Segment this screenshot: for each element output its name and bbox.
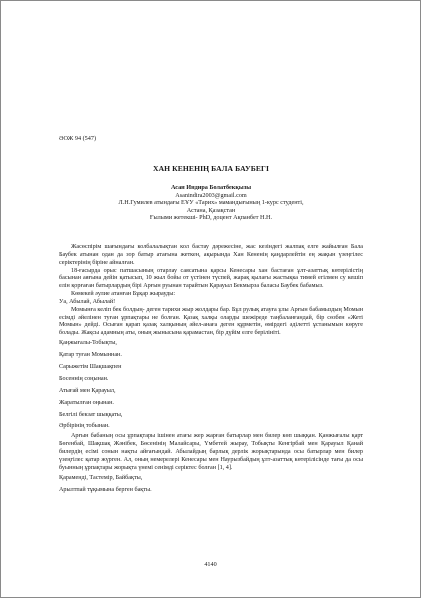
author-block (59, 184, 363, 222)
verse-line: Атығай мен Қарауыл, (59, 387, 116, 394)
page-number: 4140 (204, 561, 217, 568)
author-name: Асан Индира Болатбекқызы (170, 184, 252, 191)
verse-line: Босеннің соңынан. (59, 375, 109, 382)
article-body (59, 244, 363, 496)
verse-line: Белгілі бекзат шыққаты, (59, 411, 123, 418)
verse-line: Сарыжетім Шақшақпен (59, 363, 122, 370)
author-affiliation: Л.Н.Гумилев атындағы ЕҰУ «Тарих» мамандығының 1-курс студенті, (118, 199, 304, 207)
author-supervisor: Ғылыми жетекші- PhD, доцент Ақпанбет Н.Н. (149, 214, 273, 222)
verse-line: Қараменді, Тастемір, Байбақты, (59, 474, 143, 481)
paragraph: Арғын бабаның осы ұрпақтары ішінен атағы жер жарған батырлар мен билер көп шыққан. Қанжығалы қарт Бөгенбай, Шақшақ Жәнібек, Бөсенінің Малайсары, Үмбетей жырау, Тобықты Кенгірбай мен Қарауыл Қанай билердің есімі сонын нақты айғағындай. Абылайдың барлық дерлік жорықтарында осы батырлар мен билер үзеңгілес қатар жүрген. Ал, оның немерелері Кенесары мен Наурызбайдың ұлт-азаттық көтерілісінде тағы да осы буынның ұрпақтары жорықта үнемі сенімді серіктес болған [1, 4]. (59, 433, 363, 471)
verse-line: Арылтпай тұқымына берген бақты. (59, 486, 152, 493)
article-title: ХАН КЕНЕНІҢ БАЛА БАУБЕГІ (152, 164, 269, 173)
verse-line: Жаратылған оңынан. (59, 399, 114, 406)
paragraph: Уа, Абылай, Абылай! (59, 298, 116, 305)
verse-line: Қаңжығалы-Тобықты, (59, 340, 117, 347)
paragraph: 18-ғасырда орыс патшасының отарлау саясатына қарсы Кенесары хан бастаған ұлт-азаттық көтерілістің басынан аяғына дейін қатысып, 10 жыл бойы от үстінен түспей, жарақ қылағы жастықка тимей егілмен су кешіп елін қорғаған батырлардың бірі Арғын руынан тарайтын Қарауыл Бекмырза баласы Баубек бабамыз. (59, 267, 363, 290)
udk-code: ӘОЖ 94 (547) (59, 135, 97, 142)
paragraph: Жасөспірім шағындағы колбалалықтан кол бастау дәрежесіне, жас кезіндегі жалпақ елге жайылған Бала Баубек атынан одан да зор батыр атағына жеткен, ақырында Хан Кененің қаңдарлейтін ең жақын үзеңгілес серіктерінің біріне айналған. (59, 244, 363, 266)
verse-line: Қатар туған Момыннан. (59, 352, 122, 359)
paragraph: Момынға келіп бек болдың- деген тарихи жыр жолдары бар. Бұл рулық атауға ұлы Арғын бабамыздың Момын есімді әйелінен туған ұрпақтары не болған. Қазақ халқы оларды шежіреде таңбаланғандай, бір сөзбен «Жеті Момын» дейді. Осыған қарап қазақ халқының әйел-анаға деген құрметін, өмірдегі әділетті ұстанымын көруге болады. Жақсы адамның аты, оның жынысына қарамастан, бір дүйім елге берілініті. (59, 306, 363, 337)
author-location: Астана, Қазақстан (186, 206, 236, 214)
author-email: Asanindira2003@gmail.com (175, 191, 247, 199)
paragraph: Көмекей әулие атанған Бұқар жырауды: (71, 291, 176, 298)
verse-line: Әрбірінің тобынан. (59, 423, 110, 430)
